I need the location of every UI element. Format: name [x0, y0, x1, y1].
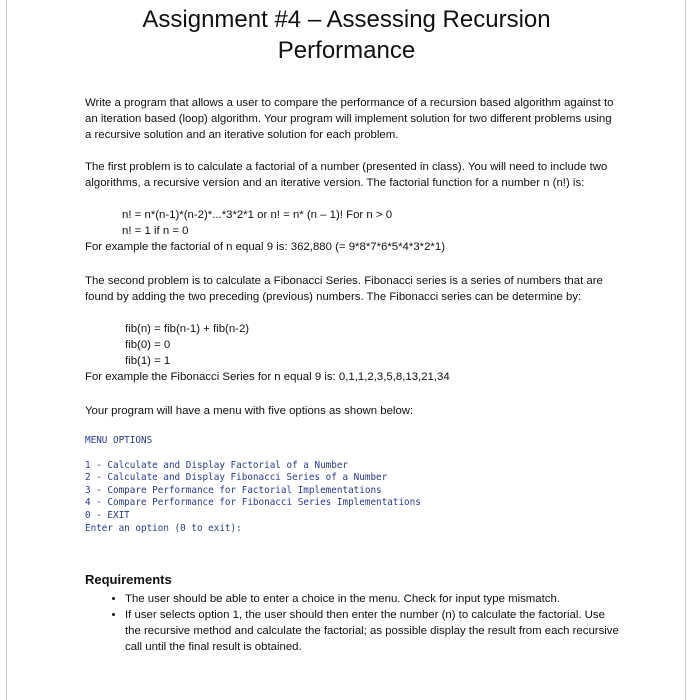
page-right-border: [685, 0, 686, 700]
factorial-formula: [85, 207, 620, 239]
menu-item: 2 - Calculate and Display Fibonacci Series of a Number: [85, 472, 388, 484]
requirement-item: • If user selects option 1, the user should then enter the number (n) to calculate the factorial. Use the recursive method and calculate the factorial; as possible display the result from each recursive call until the final result is obtained.: [125, 607, 620, 655]
document-body: [85, 95, 620, 655]
page-title: [0, 4, 693, 66]
requirements-heading: Requirements: [85, 572, 172, 588]
fibonacci-paragraph: The second problem is to calculate a Fibonacci Series. Fibonacci series is a series of numbers that are found by adding the two preceding (previous) numbers. The Fibonacci series can be determine by:: [85, 275, 603, 303]
fibonacci-example: For example the Fibonacci Series for n equal 9 is: 0,1,1,2,3,5,8,13,21,34: [85, 371, 450, 383]
requirement-item: • The user should be able to enter a choice in the menu. Check for input type mismatch.: [125, 591, 620, 607]
requirements-list: [85, 591, 620, 655]
menu-heading: MENU OPTIONS: [85, 435, 153, 446]
intro-paragraph: Write a program that allows a user to compare the performance of a recursion based algorithm against to an iteration based (loop) algorithm. Your program will implement solution for two different problems using a recursive solution and an iterative solution for each problem.: [85, 97, 614, 141]
fibonacci-formula-line: fib(1) = 1: [125, 355, 171, 367]
menu-item: 4 - Compare Performance for Fibonacci Series Implementations: [85, 497, 421, 509]
title-line-1: Assignment #4 – Assessing Recursion: [142, 6, 551, 33]
page-left-border: [6, 0, 7, 700]
factorial-formula-line: n! = n*(n-1)*(n-2)*...*3*2*1 or n! = n* (n – 1)! For n > 0: [122, 209, 393, 221]
factorial-formula-line: n! = 1 if n = 0: [122, 225, 189, 237]
factorial-example: For example the factorial of n equal 9 is: 362,880 (= 9*8*7*6*5*4*3*2*1): [85, 241, 445, 253]
spacer: [85, 385, 620, 403]
menu-item: 3 - Compare Performance for Factorial Implementations: [85, 484, 382, 496]
spacer: [85, 255, 620, 273]
fibonacci-formula: [85, 321, 620, 369]
menu-prompt: Enter an option (0 to exit):: [85, 522, 242, 534]
menu-intro: Your program will have a menu with five options as shown below:: [85, 405, 414, 417]
factorial-paragraph: The first problem is to calculate a factorial of a number (presented in class). You will need to include two algorithms, a recursive version and an iterative version. The factorial function for a number n (n!) is:: [85, 161, 608, 189]
fibonacci-formula-line: fib(n) = fib(n-1) + fib(n-2): [125, 323, 250, 335]
title-line-2: Performance: [277, 37, 416, 64]
menu-item: 1 - Calculate and Display Factorial of a Number: [85, 459, 349, 471]
menu-item: 0 - EXIT: [85, 509, 130, 521]
fibonacci-formula-line: fib(0) = 0: [125, 339, 171, 351]
